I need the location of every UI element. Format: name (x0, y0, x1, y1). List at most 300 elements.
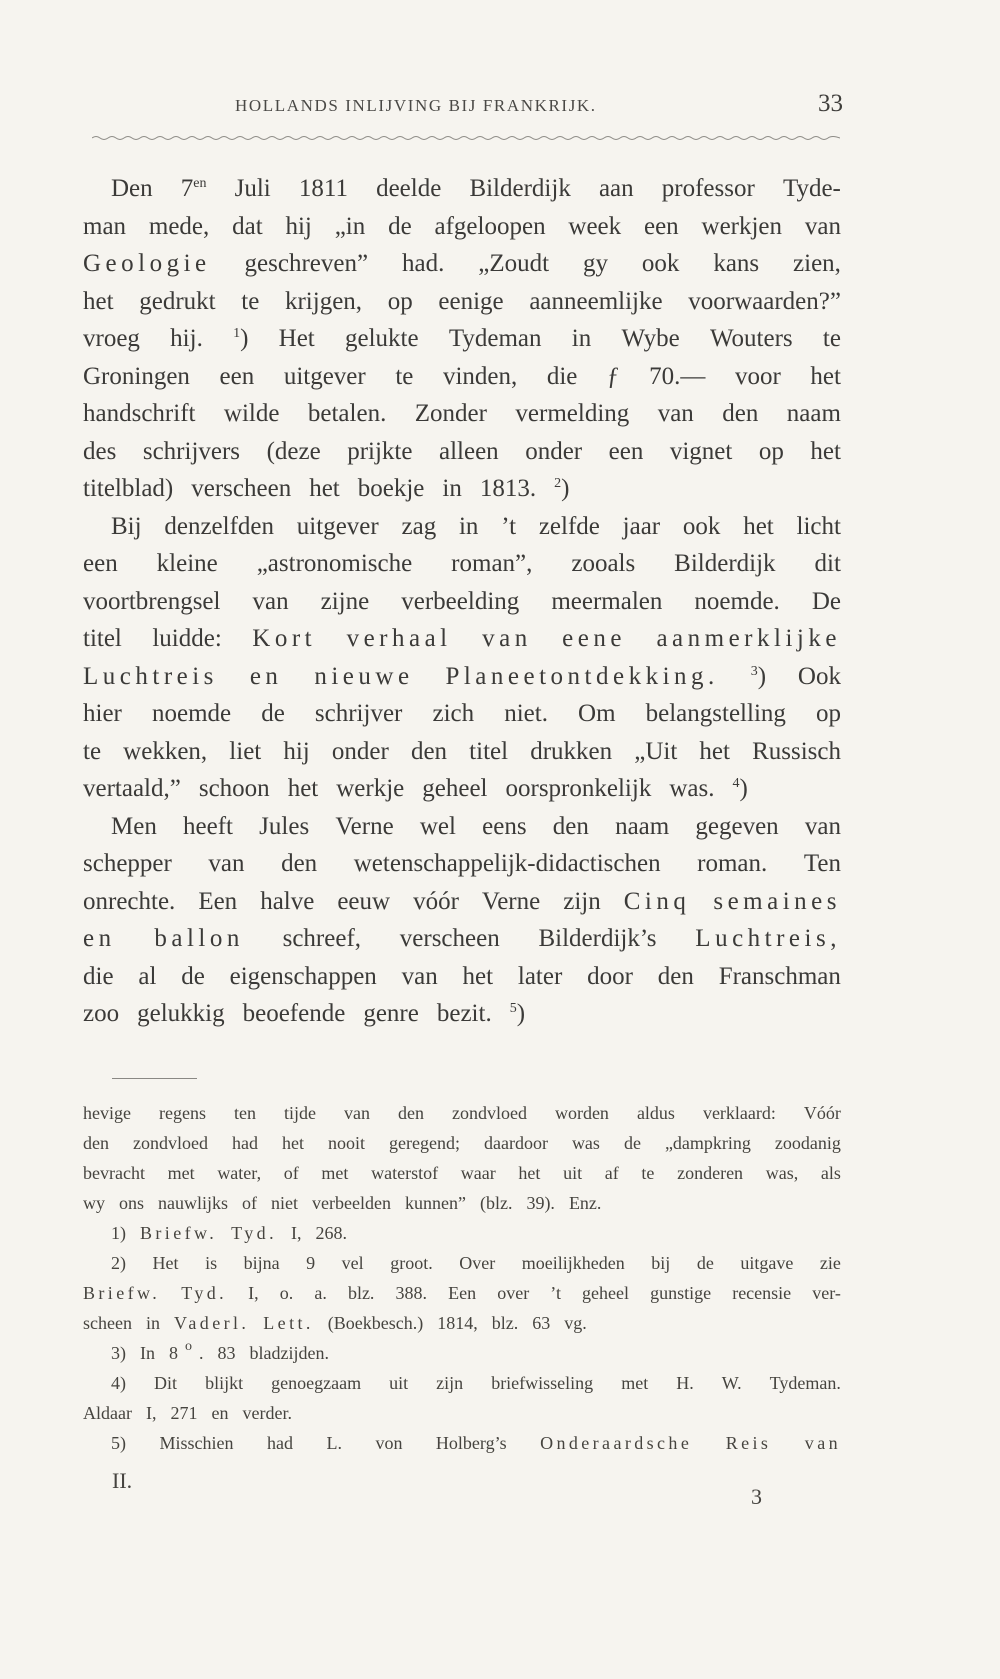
text-line (83, 733, 841, 771)
word (181, 1278, 227, 1308)
word (326, 1428, 342, 1458)
word-text: titel (83, 625, 122, 652)
word (314, 1278, 327, 1308)
word (146, 1398, 164, 1428)
word-text: aldus (636, 1103, 675, 1123)
word-text: wekken, (123, 737, 208, 765)
word (658, 395, 694, 433)
word (641, 1158, 654, 1188)
word-text: ) (757, 662, 767, 690)
footnote-line (83, 1368, 841, 1398)
word-text: worden (554, 1103, 609, 1123)
word-text: later (517, 962, 563, 990)
word (83, 845, 172, 883)
signature-mark: II. (112, 1468, 133, 1493)
word (281, 845, 317, 883)
word (111, 1368, 126, 1398)
word (607, 358, 620, 396)
word-text: het (83, 287, 114, 315)
word (683, 508, 721, 546)
word (152, 695, 231, 733)
word (695, 808, 778, 846)
word (571, 545, 635, 583)
word (805, 208, 841, 246)
word (437, 1308, 485, 1338)
word (722, 395, 758, 433)
word-text: roman. (697, 850, 768, 877)
word (205, 1248, 217, 1278)
word-text: de (623, 1133, 641, 1153)
word (152, 620, 221, 658)
word-text: hier (83, 700, 122, 727)
word (510, 995, 534, 1033)
word-text: wetenschappelijk-didactischen (353, 850, 661, 877)
word (390, 1248, 433, 1278)
word (726, 1428, 772, 1458)
superscript: 1 (233, 326, 241, 341)
word-text: kunnen” (404, 1193, 466, 1213)
word (83, 545, 118, 583)
word (452, 1098, 527, 1128)
word (670, 433, 733, 471)
word (650, 1278, 711, 1308)
word-text: schepper (83, 850, 172, 877)
word-text: Wybe (621, 325, 680, 352)
word (518, 958, 562, 996)
word-text: zoo (83, 1000, 120, 1027)
word-text: geschreven” (244, 250, 369, 277)
word (83, 695, 122, 733)
word (83, 995, 128, 1033)
word (637, 1098, 675, 1128)
word (563, 1158, 582, 1188)
word (463, 958, 494, 996)
word-text: genre (363, 1000, 419, 1027)
running-head: HOLLANDS INLIJVING BIJ FRANKRIJK. (235, 96, 597, 115)
word (482, 620, 532, 658)
word-text: o. (279, 1283, 294, 1303)
word-text: Misschien (159, 1433, 234, 1453)
word-text: gy (583, 250, 608, 277)
word-text: Een (448, 1283, 477, 1303)
word (191, 470, 300, 508)
word-text: . (199, 1343, 204, 1363)
word (138, 958, 156, 996)
word-text: Men (111, 812, 157, 840)
word (415, 395, 487, 433)
word (554, 470, 578, 508)
word-text: onrechte. (83, 887, 176, 915)
word-text: zoodanig (774, 1133, 841, 1153)
word-text: den (722, 400, 759, 427)
word (235, 170, 271, 208)
word (402, 508, 437, 546)
word (83, 770, 190, 808)
word (83, 583, 220, 621)
word (469, 733, 508, 771)
word-text: zag (401, 512, 437, 540)
word (154, 920, 244, 958)
word (261, 695, 285, 733)
word (335, 808, 393, 846)
word-text: 70.— (649, 362, 706, 390)
word-text: te (395, 362, 414, 390)
word (354, 845, 661, 883)
word-text: Franschman (718, 962, 841, 990)
word-text: onder (525, 437, 583, 465)
superscript: 4 (732, 776, 740, 791)
word-text: Onderaardsche (540, 1433, 693, 1453)
word (153, 1248, 179, 1278)
word-text: 1) (111, 1223, 126, 1243)
word (599, 170, 634, 208)
word (398, 1098, 424, 1128)
word (199, 1338, 211, 1368)
word-text: op (815, 700, 841, 727)
word (308, 395, 386, 433)
word-text: de (696, 1253, 714, 1273)
word-text: Enz. (568, 1193, 602, 1213)
word-text: nooit (327, 1133, 365, 1153)
word (111, 508, 142, 546)
word-text: had (231, 1133, 258, 1153)
word-text: (deze (266, 437, 321, 465)
word (713, 883, 841, 921)
word-text: Een (198, 887, 238, 915)
body-text (83, 170, 841, 1033)
word (587, 958, 633, 996)
word-text: en (249, 662, 283, 690)
word (388, 283, 413, 321)
word (245, 245, 369, 283)
word (111, 1248, 126, 1278)
word-text: 63 (532, 1313, 551, 1333)
word (422, 770, 496, 808)
word-text: eeuw (337, 887, 391, 915)
word-text: kans (713, 250, 760, 277)
footnote-line (83, 1428, 841, 1458)
word (436, 1428, 507, 1458)
page-header (83, 90, 843, 130)
word-text: Om (578, 700, 616, 727)
word-text: des (83, 437, 117, 465)
word-text: „in (334, 212, 366, 240)
word (506, 770, 661, 808)
word (119, 1188, 151, 1218)
word (371, 1158, 438, 1188)
word-text: L. (326, 1433, 342, 1453)
word (140, 1218, 224, 1248)
word (740, 1248, 793, 1278)
word (621, 320, 679, 358)
word (515, 395, 629, 433)
word-text: geregend; (389, 1133, 460, 1153)
word (804, 845, 841, 883)
word (242, 1398, 298, 1428)
word (259, 808, 309, 846)
word-text: heeft (183, 812, 233, 840)
word-text: zich (432, 700, 475, 727)
word-text: I, (290, 1223, 302, 1243)
word (211, 1398, 235, 1428)
word-text: zijn (563, 887, 601, 915)
word-text: werkjen (701, 212, 783, 240)
word-text: Juli (234, 175, 271, 202)
word-text: denzelfden (164, 512, 275, 540)
word (83, 620, 122, 658)
gathering-number: 3 (751, 1484, 762, 1509)
word (445, 658, 718, 696)
word-text: mede, (148, 212, 210, 240)
word (208, 845, 244, 883)
word (459, 508, 478, 546)
word (83, 395, 195, 433)
word (400, 920, 500, 958)
word (547, 358, 578, 396)
word-text: handschrift (83, 400, 196, 427)
word (282, 1128, 304, 1158)
text-line (83, 695, 841, 733)
word-text: onder (331, 737, 389, 765)
word-text: of (242, 1193, 258, 1213)
superscript: en (193, 176, 207, 191)
word-text: uitgever (283, 362, 366, 390)
word (478, 245, 549, 283)
word-text: verscheen (399, 925, 500, 952)
word (199, 770, 279, 808)
word (389, 1128, 460, 1158)
word (480, 1188, 519, 1218)
word (775, 1128, 841, 1158)
word (83, 1158, 145, 1188)
word-text: moeilijkheden (521, 1253, 625, 1273)
word (279, 320, 315, 358)
text-line (83, 845, 841, 883)
word-text: ) (739, 775, 748, 802)
word-text: uitgever (296, 512, 379, 540)
word (484, 1128, 548, 1158)
word (299, 170, 348, 208)
word-text: van (401, 962, 438, 990)
word-text: zijn (436, 1373, 464, 1393)
word-text: hevige (83, 1103, 131, 1123)
word-text: Vóór (803, 1103, 841, 1123)
word (181, 958, 205, 996)
word (823, 320, 841, 358)
word-text: nieuwe (314, 662, 414, 690)
word-text: titel (469, 737, 509, 765)
word-text: van (482, 625, 532, 652)
word-text: (Boekbesch.) (327, 1313, 424, 1333)
word-text: Vaderl. (174, 1313, 250, 1333)
word-text: een (608, 437, 644, 465)
word (482, 883, 540, 921)
word-text: drukken (530, 737, 613, 765)
text-line (83, 958, 841, 996)
word (526, 1188, 562, 1218)
word (821, 1158, 841, 1188)
word-text: 2) (111, 1253, 126, 1273)
word (532, 1308, 557, 1338)
word (389, 1368, 408, 1398)
word-text: Over (459, 1253, 496, 1273)
word-text: een (643, 212, 679, 240)
word-text: in (442, 475, 462, 502)
word (649, 358, 705, 396)
wavy-header-rule (92, 135, 840, 141)
word-text: had (266, 1433, 293, 1453)
word-text: Het (152, 1253, 179, 1273)
word-text: schrijver (314, 700, 403, 727)
word-text: niet. (504, 700, 548, 727)
word (283, 733, 309, 771)
word (530, 733, 612, 771)
word (492, 1308, 526, 1338)
word-text: 5) (111, 1433, 126, 1453)
footnote-line (83, 1278, 841, 1308)
word (83, 358, 190, 396)
word (438, 283, 503, 321)
word-text: en (211, 1403, 229, 1423)
word (540, 1428, 692, 1458)
word (284, 1098, 316, 1128)
word-text: vroeg (83, 325, 140, 352)
word-text: te (822, 325, 841, 352)
word (315, 1218, 354, 1248)
word-text: gelukte (345, 325, 419, 352)
word (283, 920, 361, 958)
word-text: den (83, 1133, 109, 1153)
word (252, 620, 316, 658)
word-text: het (518, 1163, 541, 1183)
word (83, 283, 114, 321)
word (442, 470, 470, 508)
word-text: 8 (169, 1343, 178, 1363)
word (491, 1368, 593, 1398)
word (306, 1248, 315, 1278)
word-text: door (587, 962, 633, 990)
word-text: uit (563, 1163, 583, 1183)
word (766, 1158, 799, 1188)
word-text: verder. (242, 1403, 292, 1423)
page-footer (112, 1468, 762, 1508)
word (218, 1338, 243, 1368)
word (572, 320, 591, 358)
word (669, 770, 723, 808)
word (697, 845, 767, 883)
word (642, 245, 680, 283)
text-line (83, 883, 841, 921)
word-text: aan (598, 175, 634, 202)
word (439, 433, 499, 471)
text-line (83, 508, 841, 546)
word-text: eene (562, 625, 626, 652)
word (677, 1158, 743, 1188)
word-text: titelblad) (83, 475, 174, 502)
word-text: voor (734, 362, 781, 390)
word (159, 1428, 233, 1458)
word-text: Tyde- (782, 175, 841, 202)
word (751, 658, 766, 696)
word (358, 470, 434, 508)
word (812, 583, 841, 621)
word (168, 1158, 195, 1188)
word-text: van (252, 587, 289, 615)
word-text: Russisch (752, 737, 841, 765)
word-text: het (287, 775, 319, 802)
word (280, 1278, 294, 1308)
word-text: nauwlijks (158, 1193, 229, 1213)
superscript: 2 (554, 476, 562, 491)
word (137, 995, 234, 1033)
word-text: bij (651, 1253, 671, 1273)
word (205, 1368, 243, 1398)
word (337, 883, 390, 921)
word (539, 508, 600, 546)
word (154, 1368, 177, 1398)
word-text: het (462, 962, 494, 990)
word (793, 245, 841, 283)
word-text: licht (796, 512, 841, 540)
word (572, 1128, 600, 1158)
word-text: Cinq (623, 887, 691, 915)
word-text: 1811 (298, 175, 348, 202)
word-text: uitgave (740, 1253, 794, 1273)
word-text: „dampkring (664, 1133, 751, 1153)
word (703, 1098, 776, 1128)
word (234, 1098, 256, 1128)
word (582, 1278, 629, 1308)
word-text: eens (482, 812, 527, 840)
word-text: schrijvers (142, 437, 241, 465)
word (288, 770, 328, 808)
word (651, 1248, 670, 1278)
word (332, 733, 389, 771)
word (695, 920, 841, 958)
word (345, 320, 419, 358)
word-text: vóór (413, 887, 459, 915)
word (253, 583, 289, 621)
word-text: verbeelden (312, 1193, 391, 1213)
word-text: van (804, 812, 841, 840)
word (605, 1158, 619, 1188)
word-text: boekje (357, 475, 425, 502)
word-text: ’t (550, 1283, 561, 1303)
word (820, 1248, 841, 1278)
word-text: Luchtreis, (695, 925, 841, 952)
word (694, 583, 779, 621)
word-text: bijna (243, 1253, 280, 1273)
word-text: prijkte (347, 437, 413, 465)
word-text: zooals (571, 550, 636, 577)
word (285, 208, 311, 246)
word (284, 1158, 299, 1188)
word (336, 770, 413, 808)
word-text: Lett. (263, 1313, 314, 1333)
word (111, 170, 153, 208)
word (321, 1158, 348, 1188)
word-text: uit (389, 1373, 409, 1393)
word (732, 770, 756, 808)
word-text: die (546, 362, 578, 390)
superscript: 3 (750, 663, 758, 679)
text-line (83, 358, 841, 396)
word (328, 1128, 365, 1158)
word-text: luidde: (152, 625, 222, 652)
text-line (83, 245, 841, 283)
word (267, 1428, 293, 1458)
word (529, 283, 662, 321)
